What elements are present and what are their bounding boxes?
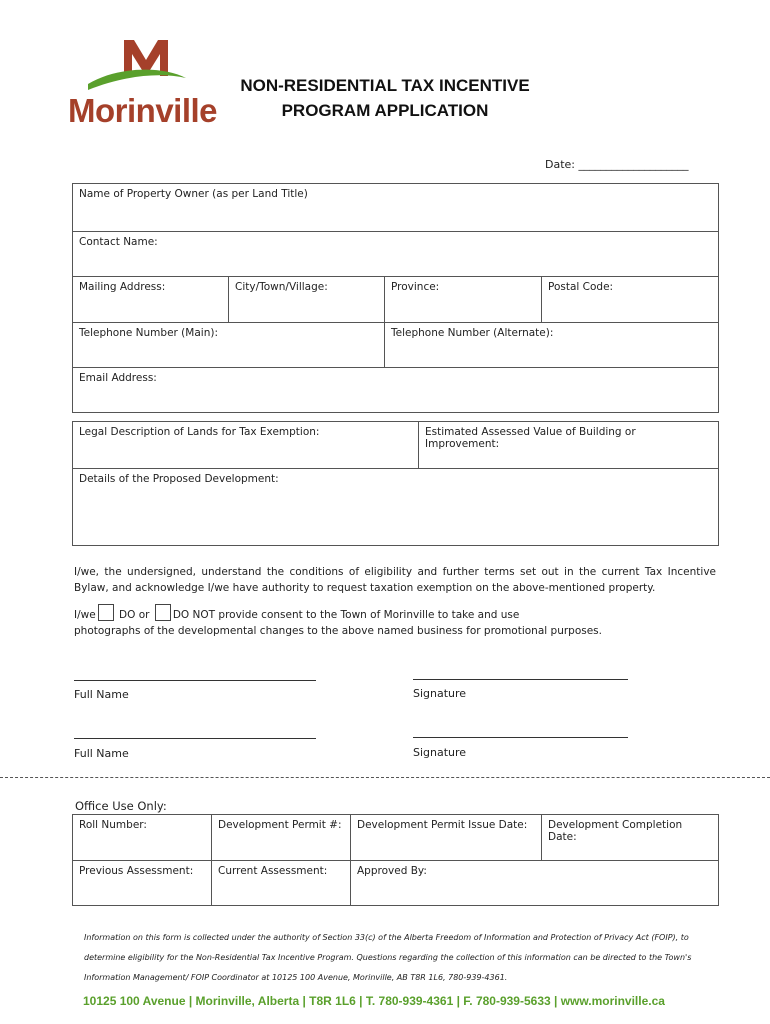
- email-field[interactable]: [73, 368, 718, 412]
- owner-name-label: Name of Property Owner (as per Land Title): [79, 188, 308, 200]
- dev-completion-label: Development Completion Date:: [548, 819, 683, 843]
- office-use-table: [72, 814, 719, 906]
- date-field[interactable]: Date: ____________________: [545, 158, 689, 171]
- consent-or: or: [138, 609, 150, 621]
- full-name-2-label: Full Name: [74, 747, 129, 760]
- roll-number-field[interactable]: [73, 815, 212, 861]
- email-label: Email Address:: [79, 372, 157, 384]
- development-details-label: Details of the Proposed Development:: [79, 473, 279, 485]
- cut-line-divider: [0, 777, 770, 778]
- mailing-address-label: Mailing Address:: [79, 281, 166, 293]
- dev-permit-label: Development Permit #:: [218, 819, 342, 831]
- signature-1-label: Signature: [413, 687, 467, 700]
- contact-name-field[interactable]: [73, 232, 718, 277]
- phone-main-field[interactable]: [73, 323, 385, 368]
- form-title: [200, 73, 570, 123]
- approved-by-label: Approved By:: [357, 865, 427, 877]
- approved-by-field[interactable]: [351, 861, 718, 905]
- full-name-1-label: Full Name: [74, 688, 129, 701]
- logo-mark-icon: [68, 36, 218, 96]
- current-assessment-label: Current Assessment:: [218, 865, 328, 877]
- mailing-address-field[interactable]: [73, 277, 229, 323]
- assessed-value-field[interactable]: [419, 422, 718, 469]
- declaration-text: I/we, the undersigned, understand the conditions of eligibility and further terms set out in the current Tax Incentive Bylaw, and acknowledge I/we have authority to request taxation exemption on the above-mentioned property.: [74, 566, 716, 594]
- legal-description-label: Legal Description of Lands for Tax Exemption:: [79, 426, 320, 438]
- contact-name-label: Contact Name:: [79, 236, 158, 248]
- province-field[interactable]: [385, 277, 542, 323]
- do-not-checkbox[interactable]: [155, 604, 171, 621]
- development-details-field[interactable]: [73, 469, 718, 545]
- current-assessment-field[interactable]: [212, 861, 351, 905]
- dev-permit-field[interactable]: [212, 815, 351, 861]
- owner-name-field[interactable]: [73, 184, 718, 232]
- consent-do-label: DO: [119, 609, 136, 621]
- consent-line-2: photographs of the developmental changes to the above named business for promotional purposes.: [74, 625, 602, 637]
- legal-description-field[interactable]: [73, 422, 419, 469]
- consent-do-not-label: DO NOT: [172, 609, 216, 621]
- photo-consent: [74, 604, 716, 639]
- title-line-1: NON-RESIDENTIAL TAX INCENTIVE: [240, 76, 530, 95]
- prev-assessment-field[interactable]: [73, 861, 212, 905]
- city-label: City/Town/Village:: [235, 281, 328, 293]
- phone-alt-field[interactable]: [385, 323, 718, 368]
- dev-permit-issue-field[interactable]: [351, 815, 542, 861]
- foip-notice: Information on this form is collected under the authority of Section 33(c) of the Alberta Freedom of Information and Protection of Privacy Act (FOIP), to determine eligibility for the Non-Residential Tax Incentive Program. Questions regarding the collection of this information can be directed to the Town's Information Management/ FOIP Coordinator at 10125 100 Avenue, Morinville, AB T8R 1L6, 780-939-4361.: [84, 933, 692, 982]
- full-name-2-line[interactable]: [74, 738, 316, 739]
- consent-rest: provide consent to the Town of Morinville to take and use: [218, 609, 520, 621]
- signature-2-label: Signature: [413, 746, 467, 759]
- city-field[interactable]: [229, 277, 385, 323]
- province-label: Province:: [391, 281, 440, 293]
- phone-alt-label: Telephone Number (Alternate):: [391, 327, 554, 339]
- postal-code-field[interactable]: [542, 277, 718, 323]
- roll-number-label: Roll Number:: [79, 819, 147, 831]
- land-info-table: [72, 421, 719, 546]
- consent-prefix: I/we: [74, 609, 96, 621]
- contact-bar: 10125 100 Avenue | Morinville, Alberta | T8R 1L6 | T. 780-939-4361 | F. 780-939-5633 | www.morinville.ca: [83, 994, 665, 1008]
- dev-permit-issue-label: Development Permit Issue Date:: [357, 819, 528, 831]
- full-name-1-line[interactable]: [74, 680, 316, 681]
- morinville-logo: [68, 36, 218, 129]
- do-checkbox[interactable]: [98, 604, 114, 621]
- dev-completion-field[interactable]: [542, 815, 718, 861]
- title-line-2: PROGRAM APPLICATION: [281, 101, 489, 120]
- assessed-value-label: Estimated Assessed Value of Building or Improvement:: [425, 426, 636, 450]
- logo-wordmark: Morinville: [68, 92, 218, 129]
- signature-1-line[interactable]: [413, 679, 628, 680]
- phone-main-label: Telephone Number (Main):: [79, 327, 218, 339]
- signature-2-line[interactable]: [413, 737, 628, 738]
- postal-code-label: Postal Code:: [548, 281, 614, 293]
- prev-assessment-label: Previous Assessment:: [79, 865, 194, 877]
- office-use-heading: Office Use Only:: [75, 799, 167, 813]
- owner-info-table: [72, 183, 719, 413]
